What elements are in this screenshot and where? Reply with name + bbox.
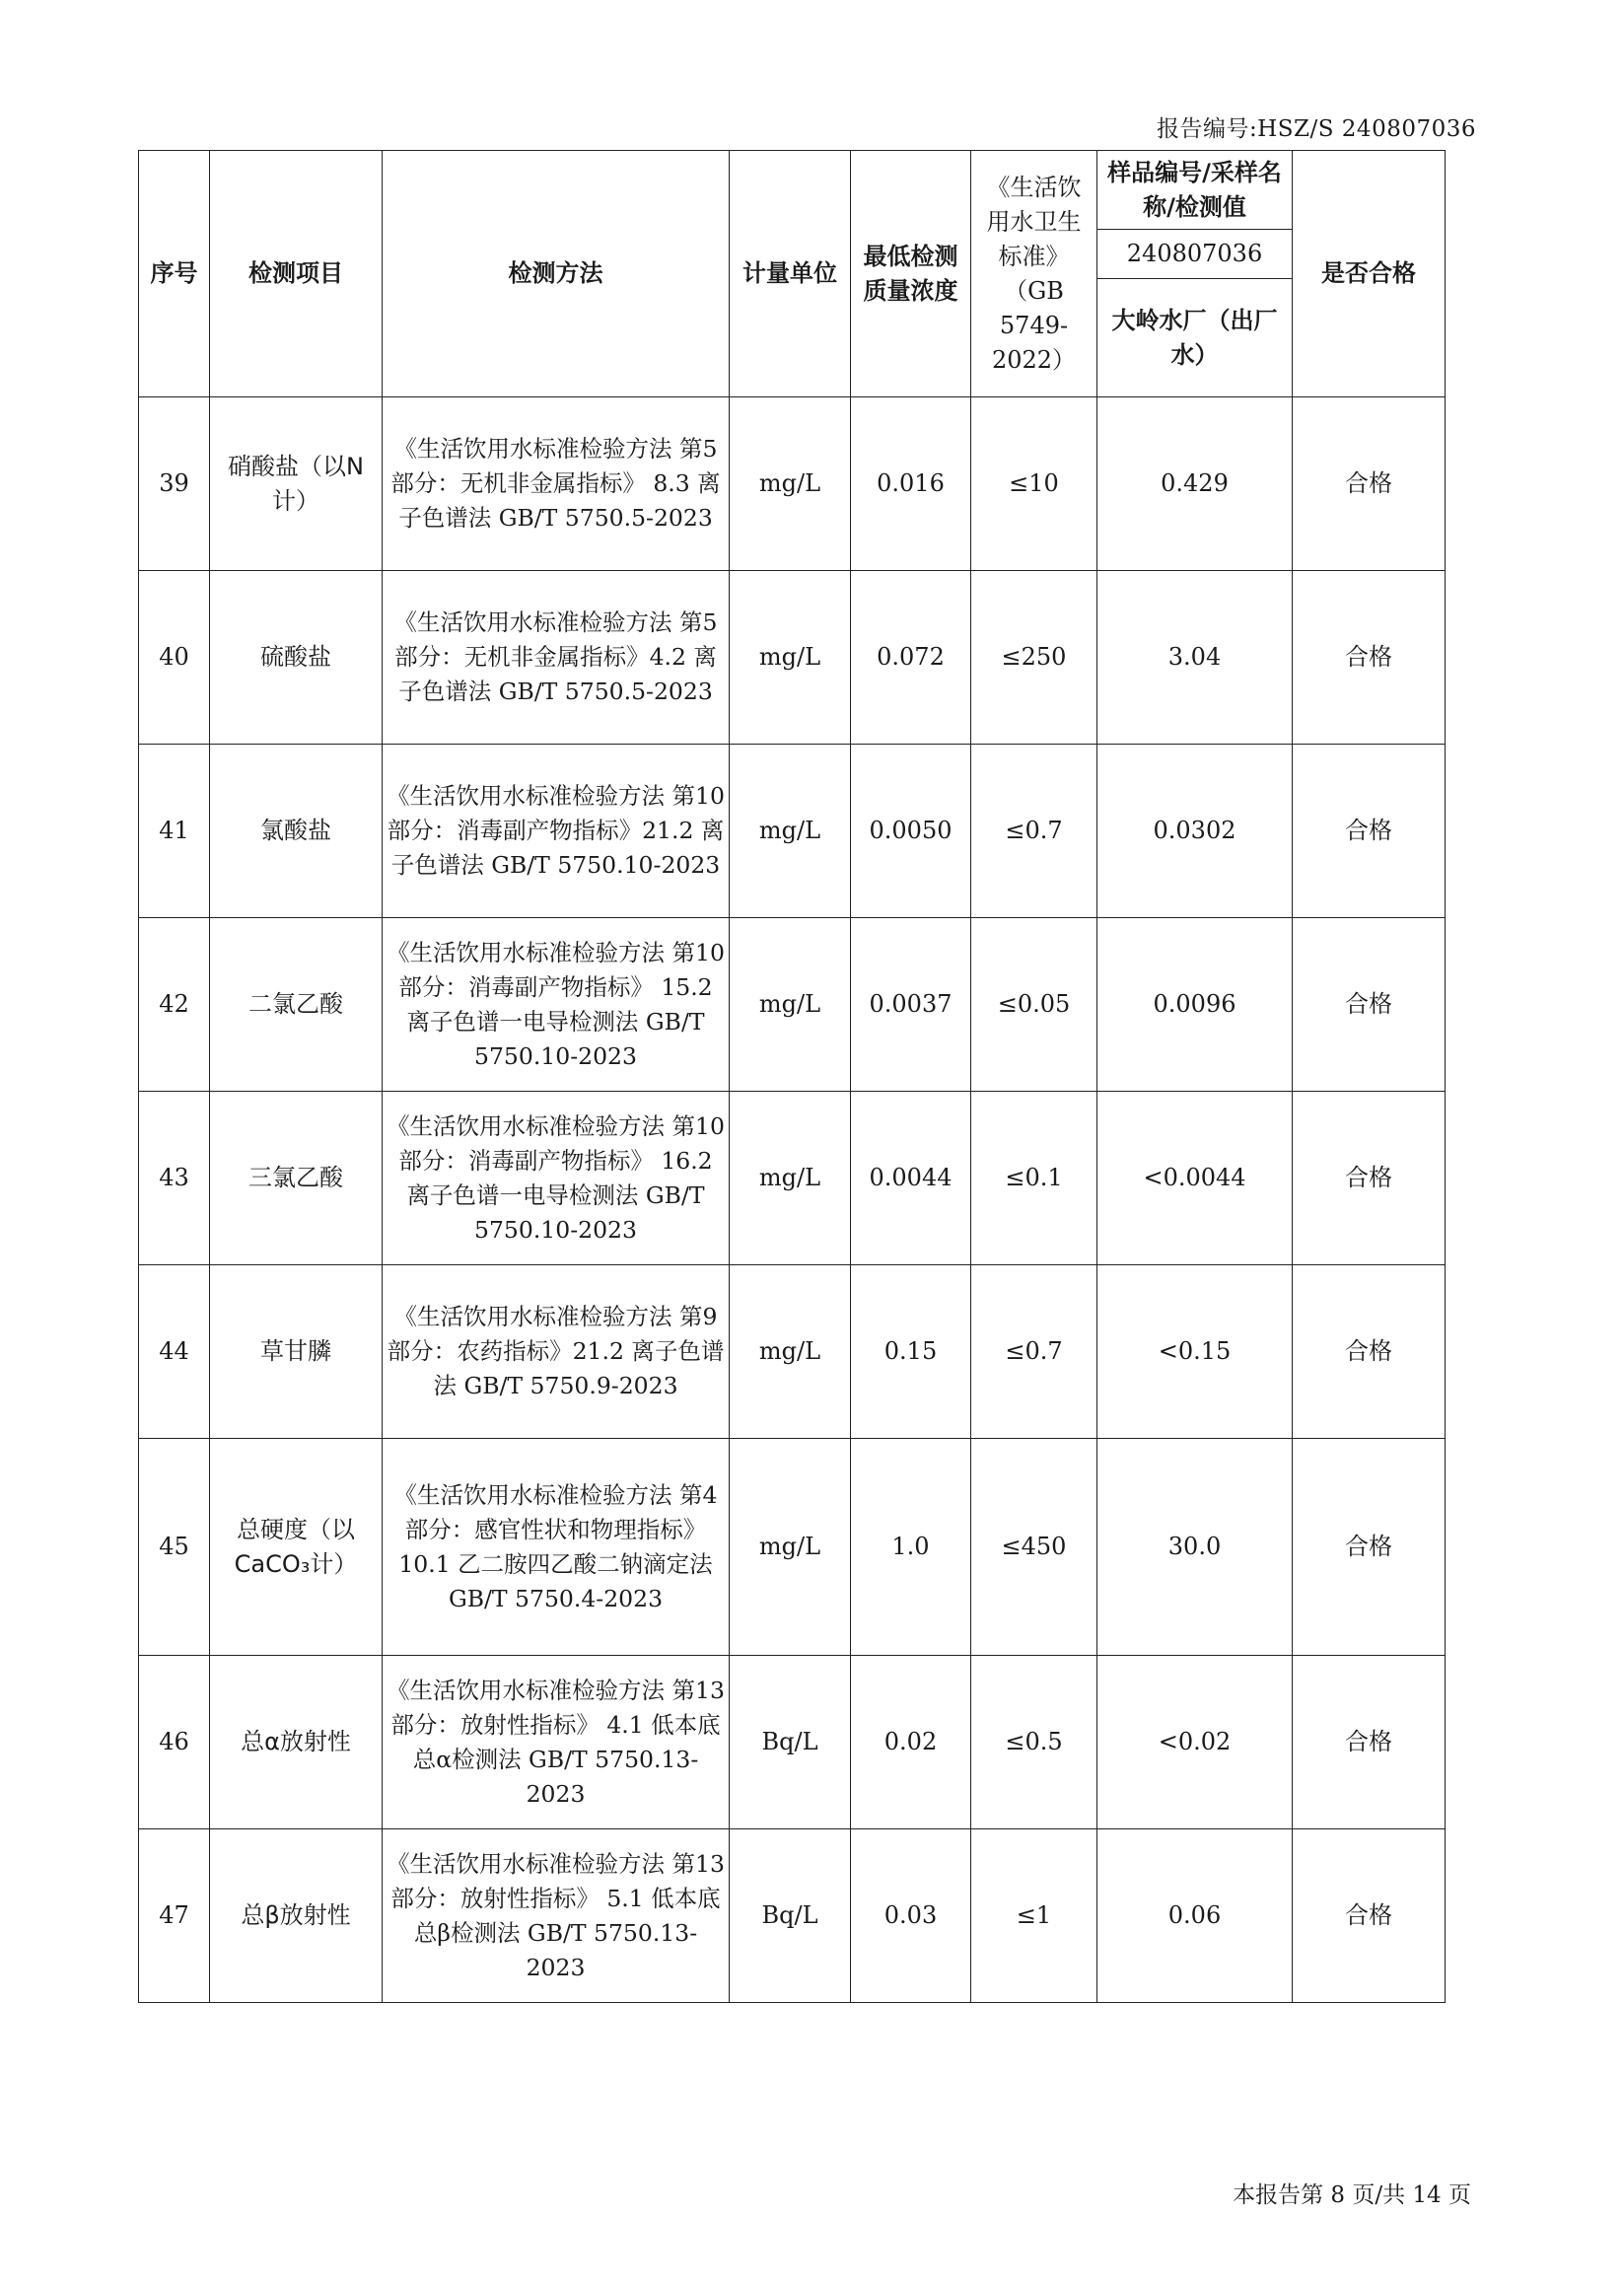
test-results-table xyxy=(138,150,1446,2003)
cell-method: 《生活饮用水标准检验方法 第5部分：无机非金属指标》 8.3 离子色谱法 GB/T 5750.5-2023 xyxy=(383,397,730,571)
cell-pass: 合格 xyxy=(1293,1439,1446,1656)
cell-index: 43 xyxy=(139,1092,210,1265)
cell-pass: 合格 xyxy=(1293,397,1446,571)
cell-value: 30.0 xyxy=(1097,1439,1293,1656)
cell-index: 44 xyxy=(139,1265,210,1439)
cell-unit: mg/L xyxy=(730,918,851,1092)
cell-value: <0.0044 xyxy=(1097,1092,1293,1265)
table-row xyxy=(139,397,1446,571)
cell-item: 硫酸盐 xyxy=(210,571,383,745)
cell-item: 总硬度（以CaCO₃计） xyxy=(210,1439,383,1656)
cell-method: 《生活饮用水标准检验方法 第13部分：放射性指标》 4.1 低本底总α检测法 GB/T 5750.13-2023 xyxy=(383,1656,730,1829)
cell-method: 《生活饮用水标准检验方法 第4部分：感官性状和物理指标》10.1 乙二胺四乙酸二钠滴定法 GB/T 5750.4-2023 xyxy=(383,1439,730,1656)
cell-mdl: 0.0037 xyxy=(851,918,971,1092)
cell-unit: mg/L xyxy=(730,1092,851,1265)
col-header-mdl: 最低检测质量浓度 xyxy=(851,151,971,397)
cell-index: 46 xyxy=(139,1656,210,1829)
cell-pass: 合格 xyxy=(1293,1265,1446,1439)
cell-method: 《生活饮用水标准检验方法 第5部分：无机非金属指标》4.2 离子色谱法 GB/T 5750.5-2023 xyxy=(383,571,730,745)
cell-unit: mg/L xyxy=(730,745,851,918)
cell-limit: ≤250 xyxy=(971,571,1097,745)
cell-mdl: 0.0050 xyxy=(851,745,971,918)
cell-limit: ≤10 xyxy=(971,397,1097,571)
cell-pass: 合格 xyxy=(1293,1092,1446,1265)
cell-item: 二氯乙酸 xyxy=(210,918,383,1092)
table-row xyxy=(139,1656,1446,1829)
cell-index: 42 xyxy=(139,918,210,1092)
col-header-unit: 计量单位 xyxy=(730,151,851,397)
cell-value: 0.06 xyxy=(1097,1829,1293,2003)
col-header-sample-id: 240807036 xyxy=(1097,230,1293,279)
cell-mdl: 0.03 xyxy=(851,1829,971,2003)
cell-pass: 合格 xyxy=(1293,1829,1446,2003)
cell-pass: 合格 xyxy=(1293,1656,1446,1829)
col-header-sample-group: 样品编号/采样名称/检测值 xyxy=(1097,151,1293,230)
col-header-method: 检测方法 xyxy=(383,151,730,397)
cell-pass: 合格 xyxy=(1293,571,1446,745)
cell-unit: mg/L xyxy=(730,571,851,745)
cell-limit: ≤450 xyxy=(971,1439,1097,1656)
table-row xyxy=(139,1092,1446,1265)
cell-item: 硝酸盐（以N计） xyxy=(210,397,383,571)
cell-item: 草甘膦 xyxy=(210,1265,383,1439)
col-header-sample-name: 大岭水厂（出厂水） xyxy=(1097,279,1293,397)
col-header-index: 序号 xyxy=(139,151,210,397)
report-number: 报告编号:HSZ/S 240807036 xyxy=(1156,116,1476,142)
cell-index: 45 xyxy=(139,1439,210,1656)
cell-index: 40 xyxy=(139,571,210,745)
cell-value: 0.0302 xyxy=(1097,745,1293,918)
table-row xyxy=(139,1439,1446,1656)
cell-value: 0.429 xyxy=(1097,397,1293,571)
cell-method: 《生活饮用水标准检验方法 第13部分：放射性指标》 5.1 低本底总β检测法 GB/T 5750.13-2023 xyxy=(383,1829,730,2003)
col-header-item: 检测项目 xyxy=(210,151,383,397)
cell-mdl: 0.15 xyxy=(851,1265,971,1439)
cell-mdl: 0.016 xyxy=(851,397,971,571)
cell-unit: mg/L xyxy=(730,397,851,571)
cell-limit: ≤0.1 xyxy=(971,1092,1097,1265)
cell-mdl: 1.0 xyxy=(851,1439,971,1656)
cell-method: 《生活饮用水标准检验方法 第10部分：消毒副产物指标》 16.2 离子色谱一电导检测法 GB/T 5750.10-2023 xyxy=(383,1092,730,1265)
cell-mdl: 0.072 xyxy=(851,571,971,745)
cell-limit: ≤0.05 xyxy=(971,918,1097,1092)
cell-index: 39 xyxy=(139,397,210,571)
cell-mdl: 0.02 xyxy=(851,1656,971,1829)
col-header-pass: 是否合格 xyxy=(1293,151,1446,397)
cell-method: 《生活饮用水标准检验方法 第10部分：消毒副产物指标》21.2 离子色谱法 GB/T 5750.10-2023 xyxy=(383,745,730,918)
cell-unit: Bq/L xyxy=(730,1829,851,2003)
cell-unit: mg/L xyxy=(730,1439,851,1656)
page-footer: 本报告第 8 页/共 14 页 xyxy=(1233,2182,1471,2208)
cell-unit: Bq/L xyxy=(730,1656,851,1829)
cell-method: 《生活饮用水标准检验方法 第10部分：消毒副产物指标》 15.2 离子色谱一电导检测法 GB/T 5750.10-2023 xyxy=(383,918,730,1092)
cell-limit: ≤0.7 xyxy=(971,745,1097,918)
cell-value: <0.15 xyxy=(1097,1265,1293,1439)
cell-item: 三氯乙酸 xyxy=(210,1092,383,1265)
cell-method: 《生活饮用水标准检验方法 第9部分：农药指标》21.2 离子色谱法 GB/T 5750.9-2023 xyxy=(383,1265,730,1439)
cell-pass: 合格 xyxy=(1293,745,1446,918)
cell-unit: mg/L xyxy=(730,1265,851,1439)
table-row xyxy=(139,1829,1446,2003)
cell-index: 47 xyxy=(139,1829,210,2003)
table-row xyxy=(139,745,1446,918)
cell-item: 氯酸盐 xyxy=(210,745,383,918)
table-row xyxy=(139,1265,1446,1439)
cell-limit: ≤0.5 xyxy=(971,1656,1097,1829)
cell-limit: ≤0.7 xyxy=(971,1265,1097,1439)
table-row xyxy=(139,571,1446,745)
table-row xyxy=(139,918,1446,1092)
cell-index: 41 xyxy=(139,745,210,918)
cell-item: 总α放射性 xyxy=(210,1656,383,1829)
cell-item: 总β放射性 xyxy=(210,1829,383,2003)
cell-limit: ≤1 xyxy=(971,1829,1097,2003)
cell-pass: 合格 xyxy=(1293,918,1446,1092)
cell-mdl: 0.0044 xyxy=(851,1092,971,1265)
cell-value: <0.02 xyxy=(1097,1656,1293,1829)
col-header-standard: 《生活饮用水卫生标准》（GB 5749-2022） xyxy=(971,151,1097,397)
cell-value: 0.0096 xyxy=(1097,918,1293,1092)
cell-value: 3.04 xyxy=(1097,571,1293,745)
